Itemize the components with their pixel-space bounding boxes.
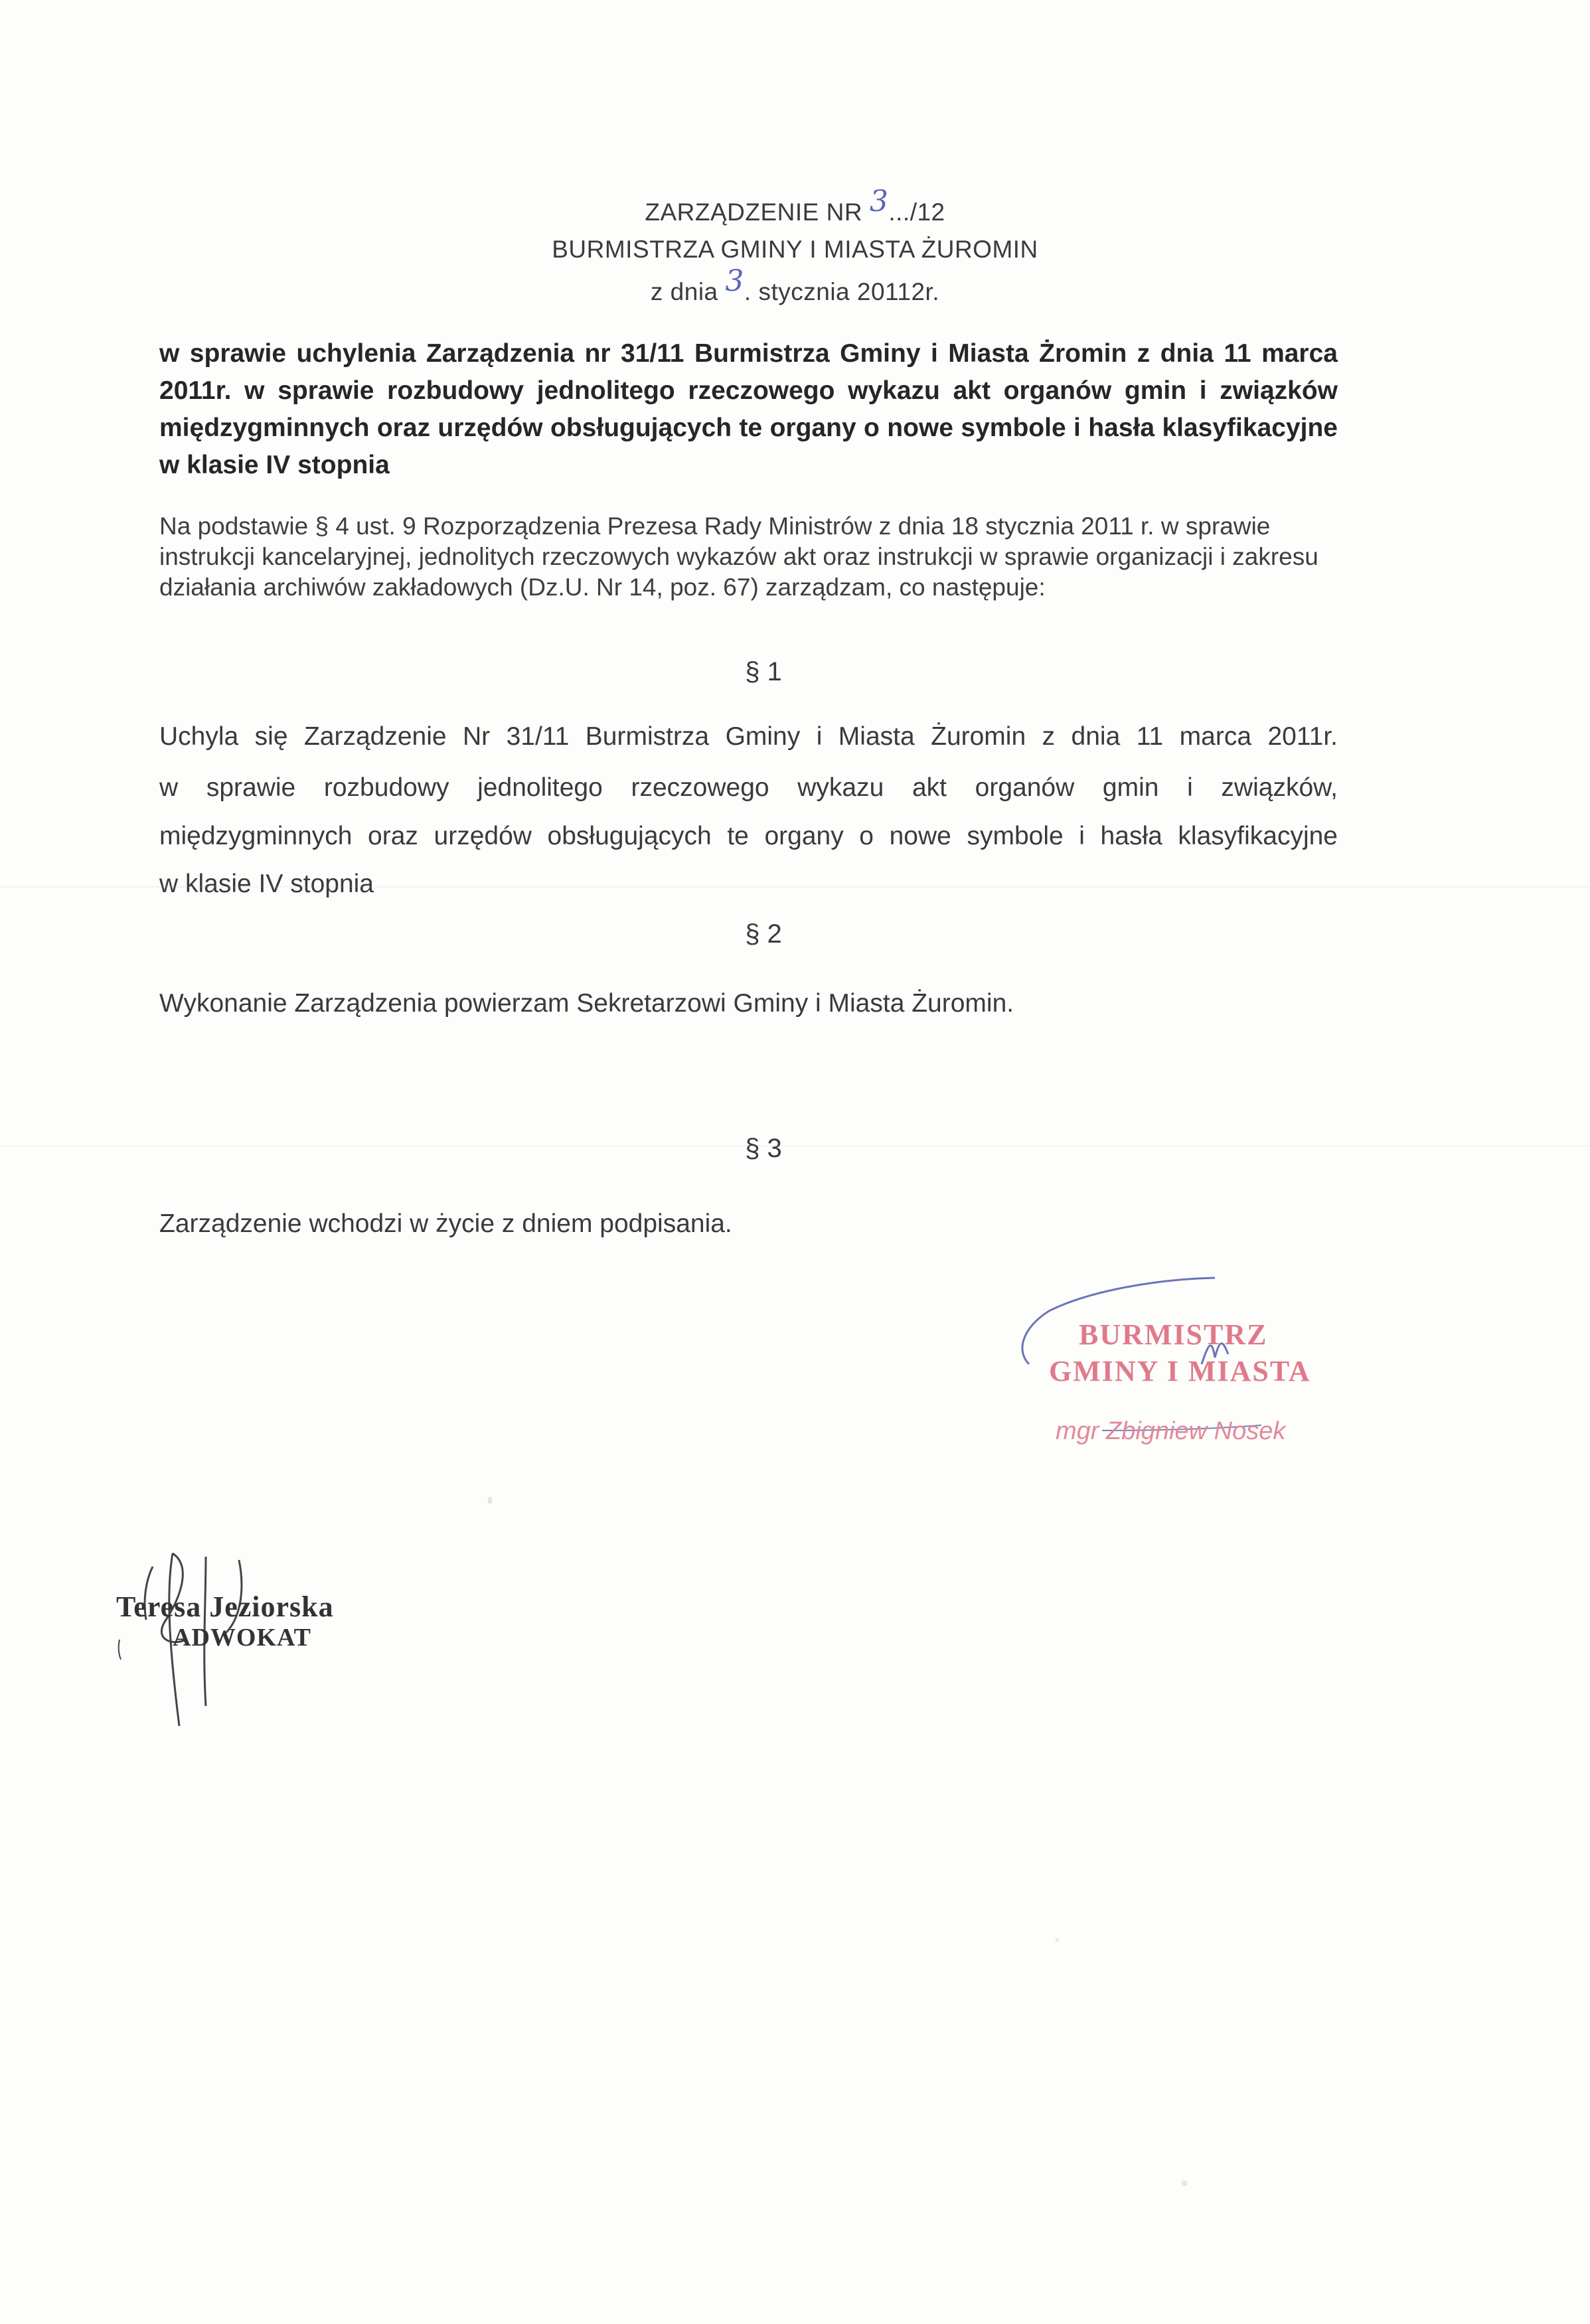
section-1-sign: § 1 <box>745 657 782 686</box>
subject: w sprawie uchylenia Zarządzenia nr 31/11 Burmistrza Gminy i Miasta Żromin z dnia 11 marca 2011r. w sprawie rozbudowy jednolitego rzeczowego wykazu akt organów gmin i związków międzygminnych oraz urzędów obsługujących te organy o nowe symbole i hasła klasyfikacyjne w klasie IV stopnia <box>159 339 1338 479</box>
issuer: BURMISTRZA GMINY I MIASTA ŻUROMIN <box>552 236 1038 263</box>
section-2-sign: § 2 <box>745 919 782 949</box>
section-1-line-1: Uchyla się Zarządzenie Nr 31/11 Burmistrza Gminy i Miasta Żuromin z dnia 11 marca 2011r. <box>159 722 1338 751</box>
lawyer-stamp-name: Teresa Jeziorska <box>116 1590 334 1623</box>
date-prefix: z dnia <box>650 278 726 305</box>
scan-line <box>0 1145 1590 1146</box>
scan-line <box>0 886 1590 888</box>
title-prefix: ZARZĄDZENIE NR <box>645 198 870 226</box>
document-title <box>0 185 1590 228</box>
scan-dot <box>1182 2181 1187 2186</box>
scan-dot <box>1056 1938 1059 1942</box>
section-2-line-1: Wykonanie Zarządzenia powierzam Sekretarzowi Gminy i Miasta Żuromin. <box>159 989 1014 1018</box>
title-suffix: /12 <box>910 198 945 226</box>
mayor-stamp-name: mgr Zbigniew Nosek <box>1056 1417 1286 1445</box>
scan-dot <box>488 1497 492 1504</box>
section-3-sign: § 3 <box>745 1134 782 1163</box>
lawyer-stamp-role: ADWOKAT <box>173 1624 311 1652</box>
section-1-line-4: w klasie IV stopnia <box>159 870 374 898</box>
section-1-line-2: w sprawie rozbudowy jednolitego rzeczowego wykazu akt organów gmin i związków, <box>159 773 1338 802</box>
document-date <box>0 264 1590 307</box>
handwritten-number: 3 <box>869 185 889 218</box>
section-1-line-3: międzygminnych oraz urzędów obsługujących te organy o nowe symbole i hasła klasyfikacyjne <box>159 822 1338 850</box>
handwritten-day: 3 <box>725 264 744 298</box>
mayor-stamp-line2: GMINY I MIASTA <box>1049 1355 1311 1387</box>
mayor-stamp-line1: BURMISTRZ <box>1079 1318 1268 1351</box>
date-suffix: . stycznia 20112r. <box>744 278 940 305</box>
legal-basis: Na podstawie § 4 ust. 9 Rozporządzenia Prezesa Rady Ministrów z dnia 18 stycznia 2011 r. w sprawie instrukcji kancelaryjnej, jednolitych rzeczowych wykazów akt oraz instrukcji w sprawie organizacji i zakresu działania archiwów zakładowych (Dz.U. Nr 14, poz. 67) zarządzam, co następuje: <box>159 512 1318 601</box>
title-dots: ... <box>888 198 910 226</box>
section-3-line-1: Zarządzenie wchodzi w życie z dniem podpisania. <box>159 1209 732 1238</box>
